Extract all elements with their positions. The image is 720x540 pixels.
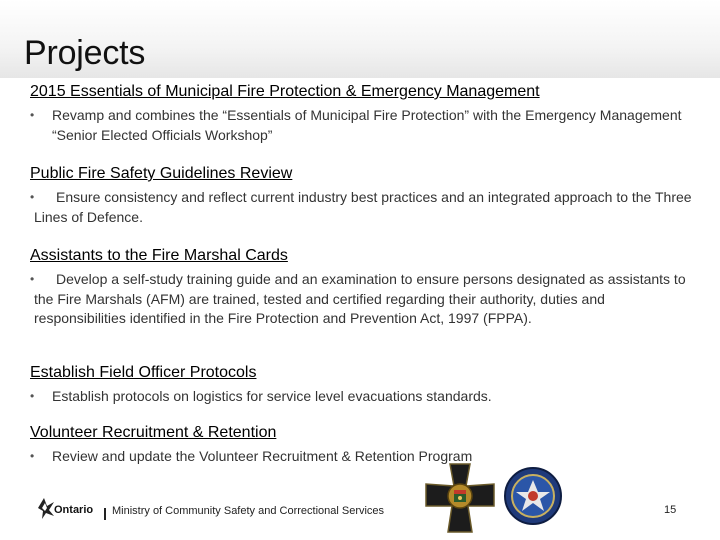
project-section-3 bbox=[30, 246, 700, 329]
bullet-text: Establish protocols on logistics for service level evacuations standards. bbox=[52, 388, 492, 404]
bullet-text: Review and update the Volunteer Recruitment & Retention Program bbox=[52, 448, 473, 464]
project-section-2 bbox=[30, 164, 700, 227]
project-section-4 bbox=[30, 363, 700, 407]
slide-title: Projects bbox=[24, 34, 146, 72]
project-section-1 bbox=[30, 82, 700, 145]
section-heading: Assistants to the Fire Marshal Cards bbox=[30, 247, 288, 264]
bullet-item bbox=[30, 270, 700, 329]
page-number: 15 bbox=[664, 504, 677, 516]
bullet-glyph: • bbox=[30, 449, 35, 463]
ministry-name: Ministry of Community Safety and Correctional Services bbox=[112, 505, 385, 517]
bullet-text: Revamp and combines the “Essentials of Municipal Fire Protection” with the Emergency Management “Senior Elected Officials Workshop” bbox=[52, 107, 682, 143]
section-heading: Establish Field Officer Protocols bbox=[30, 364, 257, 381]
section-heading: Public Fire Safety Guidelines Review bbox=[30, 165, 293, 182]
emergency-management-badge-icon bbox=[503, 466, 563, 526]
bullet-text: Develop a self-study training guide and an examination to ensure persons designated as assistants to the Fire Marshals (AFM) are trained, tested and certified regarding their authority, duties and responsibilities identified in the Fire Protection and Prevention Act, 1997 (FPPA). bbox=[34, 271, 686, 326]
fire-marshal-cross-crest-icon bbox=[424, 462, 496, 534]
bullet-glyph: • bbox=[30, 272, 35, 286]
bullet-glyph: • bbox=[30, 389, 35, 403]
ontario-logo-text: Ontario bbox=[54, 504, 94, 516]
title-bar bbox=[0, 0, 720, 78]
bullet-item bbox=[30, 387, 700, 407]
footer-divider bbox=[104, 508, 106, 520]
bullet-text: Ensure consistency and reflect current industry best practices and an integrated approach to the Three Lines of Defence. bbox=[34, 189, 692, 225]
project-section-5 bbox=[30, 423, 700, 467]
section-heading: 2015 Essentials of Municipal Fire Protection & Emergency Management bbox=[30, 83, 540, 100]
bullet-glyph: • bbox=[30, 190, 35, 204]
bullet-item bbox=[30, 106, 700, 145]
section-heading: Volunteer Recruitment & Retention bbox=[30, 424, 277, 441]
bullet-glyph: • bbox=[30, 108, 35, 122]
bullet-item bbox=[30, 447, 700, 467]
bullet-item bbox=[30, 188, 700, 227]
